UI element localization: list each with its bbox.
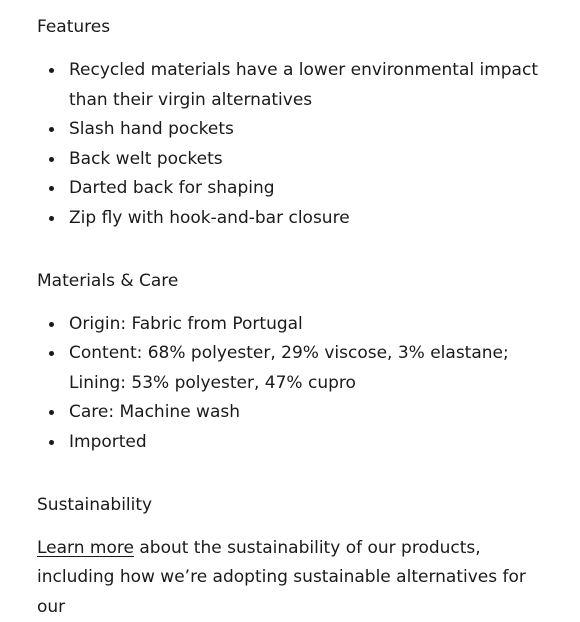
list-item-text: Darted back for shaping (69, 178, 275, 199)
bullet-icon (49, 216, 54, 221)
list-item-text: Origin: Fabric from Portugal (69, 313, 303, 334)
learn-more-link[interactable]: Learn more (37, 537, 134, 558)
bullet-icon (49, 410, 54, 415)
sustainability-heading: Sustainability (37, 494, 153, 515)
bullet-icon (49, 440, 54, 445)
list-item (37, 56, 557, 115)
materials-list (37, 310, 557, 458)
list-item-text: Back welt pockets (69, 148, 223, 169)
list-item-text: Content: 68% polyester, 29% viscose, 3% elastane; Lining: 53% polyester, 47% cupro (69, 343, 509, 393)
bullet-icon (49, 351, 54, 356)
list-item (37, 204, 557, 234)
list-item (37, 145, 557, 175)
list-item-text: Imported (69, 431, 147, 452)
list-item (37, 174, 557, 204)
bullet-icon (49, 157, 54, 162)
product-details (37, 0, 557, 622)
sustainability-text: about the sustainability of our products, including how we’re adopting sustainable alternatives for our (37, 537, 526, 617)
materials-care-heading: Materials & Care (37, 270, 179, 291)
list-item (37, 398, 557, 428)
bullet-icon (49, 127, 54, 132)
list-item (37, 310, 557, 340)
list-item (37, 339, 557, 398)
list-item-text: Slash hand pockets (69, 119, 234, 140)
list-item-text: Care: Machine wash (69, 402, 241, 423)
list-item-text: Zip fly with hook-and-bar closure (69, 207, 350, 228)
bullet-icon (49, 322, 54, 327)
features-heading: Features (37, 17, 111, 37)
list-item-text: Recycled materials have a lower environmental impact than their virgin alternatives (69, 60, 538, 110)
bullet-icon (49, 68, 54, 73)
list-item (37, 115, 557, 145)
list-item (37, 428, 557, 458)
bullet-icon (49, 186, 54, 191)
sustainability-paragraph (37, 534, 552, 622)
features-list (37, 56, 557, 234)
